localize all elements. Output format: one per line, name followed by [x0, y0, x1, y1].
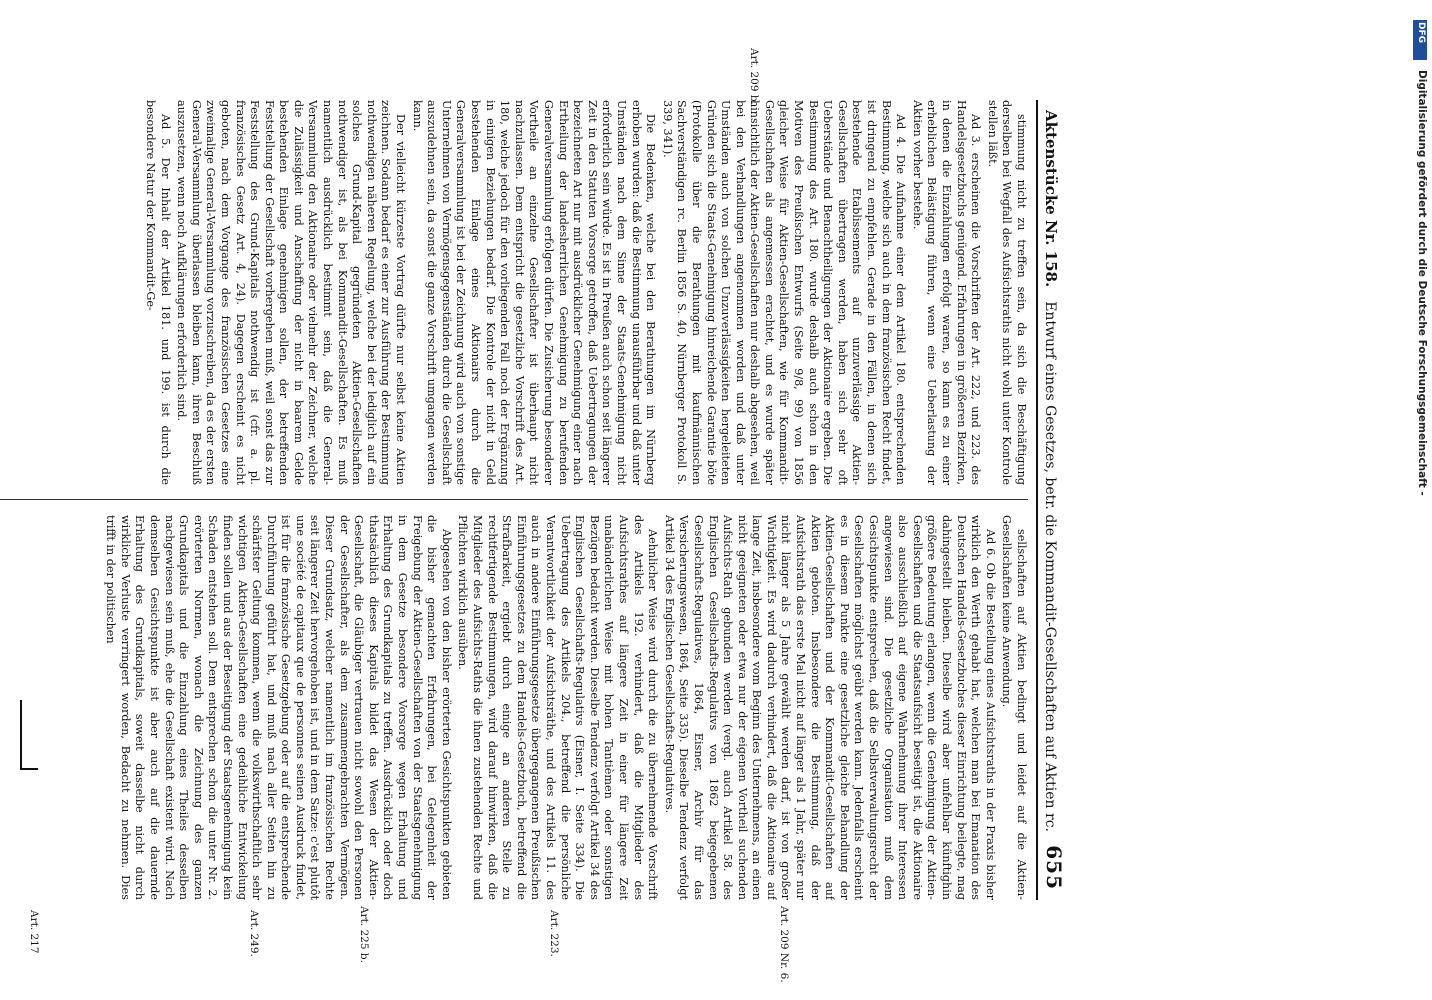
margin-note: Art. 209 b. [748, 48, 760, 105]
page-number: 655 [1042, 845, 1066, 890]
text-column-right [0, 515, 1028, 900]
column-separator [0, 499, 1028, 500]
paragraph: Aehnlicher Weise wird durch die zu übernehmende Vorschrift des Artikels 192. verhindert, daß die Mitglieder des Aufsichtsrathes auf längere Zeit in einer für längere Zeit unabänderlichen Weise mit hohen Tantièmen oder sonstigen Bezügen bedacht werden. Dieselbe Tendenz verfolgt Artikel 34 des Englischen Gesellschafts-Regulativs (Eisner, I. Seite 334). Die Uebertragung des Artikels 204., betreffend die persönliche Verantwortlichkeit der Aufsichtsräthe, und des Artikels 11. des auch in andere Einführungsgesetze übergegangenen Preußischen Einführungsgesetzes zu dem Handels-Gesetzbuch, betreffend die Strafbarkeit, ergiebt durch einige an anderen Stelle zu rechtfertigende Bestimmungen, wird darauf hinwirken, daß die Mitglieder des Aufsichts-Raths die ihnen zustehenden Rechte und Pflichten wirklich ausüben. [456, 515, 660, 900]
paragraph: Ad 4. Die Aufnahme einer dem Artikel 180. entsprechenden Bestimmung, welche sich auch in dem französischen Recht findet, ist dringend zu empfehlen. Gerade in den Fällen, in denen sich bestehende Etablissements auf unzuverlässige Aktien-Gesellschaften übertragen werden, haben sich sehr oft Ueberstände und Benachtheiligungen der Aktionaire ergeben. Die Bestimmung des Art. 180. wurde deshalb auch schon in den Motiven des Preußischen Entwurfs (Seite 9/8, 99) von 1856 gleicher Weise für Aktien-Gesellschaften, wie für Kommandit-Gesellschaften als angemessen erachtet, und es wurde später hinsichtlich der Aktien-Gesellschaften nur deshalb abgesehen, weil bei den Verhandlungen angenommen worden und daß unter Umständen auch von solchen Unzuverlässigkeiten hergeleiteten Gründen sich die Staats-Genehmigung hinreichende Garantie böte (Protokolle über die Berathungen mit kaufmännischen Sachverständigen rc. Berlin 1856 S. 40, Nürnberger Protokoll S. 339, 341). [660, 100, 908, 485]
header-title: Entwurf eines Gesetzes, betr. die Kommandit-Gesellschaften auf Aktien rc. [1042, 301, 1058, 832]
binding-mark-tick [20, 768, 38, 770]
margin-note: Art. 217 [28, 910, 40, 954]
paragraph: Ad 3. erscheinen die Vorschriften der Art. 222, und 223. des Handelsgesetzbuchs genügend. Erfahrungen in größeren Bezirken, in denen die Einzahlungen erfolgt waren, so kann es zu einer erheblichen Belästigung führen, wenn eine Ueberlastung der Aktien vorher bestehe. [910, 100, 983, 485]
margin-note: Art. 209 Nr. 6. [778, 906, 790, 983]
printed-page [0, 40, 1090, 983]
paragraph: stimmung nicht zu treffen sein, da sich die Beschäftigung derselben bei Wegfall des Aufsichtsraths nicht wohl unter Kontrole stellen läßt. [985, 100, 1028, 485]
paragraph: Der vielleicht kürzeste Vortrag dürfte nur selbst keine Aktien zeichnen. Sodann bedarf es einer zur Ausführung der Bestimmung nothwendigen näheren Regelung, welche bei der lediglich auf ein solches Grund-Kapital gegründeten Aktien-Gesellschaften nothwendiger ist, als bei Kommandit-Gesellschaften. Es muß namentlich ausdrücklich bestimmt sein, daß die General-Versammlung den Aktionaire oder vielmehr der Zeichner, welche die Zulässigkeit und Anschaffung der nicht in baarem Gelde bestehenden Einlage genehmigen sollen, der betreffenden Feststellung der Gesellschaft vorhergehen muß, weil sonst das zur Feststellung des Grund-Kapitals nothwendig ist (cfr. a. pl. französisches Gesetz Art. 4, 24). Dagegen erscheint es nicht geboten, nach dem Vorgange des französischen Gesetzes eine zweimalige General-Versammlung vorzuschreiben, da es der ersten General-Versammlung überlassen bleiben kann, ihren Beschluß auszusetzen, wenn noch Aufklärungen erforderlich sind. [175, 100, 408, 485]
paragraph: Die Bedenken, welche bei den Berathungen im Nürnberg erhoben wurden: daß die Bestimmung unausführbar und daß unter Umständen nach dem Sinne der Staats-Genehmigung nicht erforderlich sein würde. Es ist in Preußen auch schon seit längerer Zeit in den Statuten Vorsorge getroffen, daß Uebertragungen der bezeichneten Art nur mit ausdrücklicher Genehmigung einer nach Ertheilung der landesherrlichen Genehmigung zu berufenden Generalversammlung erfolgen dürfen. Die Zusicherung besonderer Vortheile an einzelne Gesellschafter ist überhaupt nicht nachzulassen. Dem entspricht die gesetzliche Vorschrift des Art. 180, welche jedoch für den vorliegenden Fall noch der Ergänzung in einigen Beziehungen bedarf. Die Kontrole der nicht in Geld bestehenden Einlage eines Aktionairs durch die Generalversammlung ist bei der Zeichnung wird auch von sonstige Unternehmen von Vermögensgegenständen durch die Gesellschaft auszudehnen sein, da sonst die ganze Vorschrift umgangen werden kann. [410, 100, 658, 485]
paragraph: Ad 5. Der Inhalt der Artikel 181. und 199. ist durch die besondere Natur der Kommandit-Ge- [143, 100, 172, 485]
margin-note: Art. 225 b. [358, 906, 370, 963]
text-column-left [0, 100, 1028, 485]
paragraph: Ad 6. Ob die Bestellung eines Aufsichtsraths in der Praxis bisher wirklich den Werth gehabt hat, welchen man bei Emanation des Deutschen Handels-Gesetzbuches dieser Einrichtung beilegte, mag dahingestellt bleiben. Dieselbe wird aber unfehlbar künftighin größere Bedeutung erlangen, wenn die Genehmigung der Aktien-Gesellschaften und die Staatsaufsicht beseitigt ist, die Aktionaire also ausschließlich auf eigene Wahrnehmung ihrer Interessen angewiesen sind. Die gesetzliche Organisation muß dem Gesichtspunkte entsprechen, daß die Selbstverwaltungsrecht der Gesellschaften möglichst geübt werden kann. Jedenfalls erscheint es in diesem Punkte eine gesetzliche gleiche Behandlung der Aktien-Gesellschaften und der Kommandit-Gesellschaften auf Aktien geboten. Insbesondere die Bestimmung, daß der Aufsichtsrath das erste Mal nicht auf länger als 1 Jahr, später nur nicht länger als 5 Jahre gewählt werden darf, ist von großer Wichtigkeit. Es wird dadurch verhindert, daß die Aktionaire auf lange Zeit, insbesondere vom Beginn des Unternehmens, an einen nicht geeigneten oder etwa nur der eigenen Vortheil suchenden Aufsichts-Rath gebunden werden (vergl. auch Artikel 58. des Englischen Gesellschafts-Regulativs von 1862 beigegebenen Gesellschafts-Regulatives, 1864, Eisner, Archiv für das Versicherungswesen, 1864, Seite 335). Dieselbe Tendenz verfolgt Artikel 34 des Englischen Gesellschafts-Regulatives. [662, 515, 997, 900]
margin-note: Art. 249. [248, 910, 260, 957]
margin-note: Art. 223. [548, 910, 560, 957]
header-rule [1036, 100, 1038, 900]
digitization-credit: Digitalisierung gefördert durch die Deutsche Forschungsgemeinschaft - [1416, 70, 1428, 496]
header-document-number: Aktenstücke Nr. 158. [1042, 110, 1060, 288]
binding-mark [20, 700, 22, 770]
running-header [1042, 110, 1082, 890]
paragraph: sellschaften auf Aktien bedingt und leidet auf die Aktien-Gesellschaften keine Anwendung. [1000, 515, 1028, 900]
dfg-logo: DFG [1413, 20, 1427, 60]
paragraph: Abgesehen von den bisher erörterten Gesichtspunkten gebieten die bisher gemachten Erfahrungen, bei Gelegenheit der Freigebung der Aktien-Gesellschaften von der Staatsgenehmigung in dem Gesetze besondere Vorsorge wegen Erhaltung und Erhaltung des Grundkapitals zu treffen. Ausdrücklich oder doch thatsächlich dieses Kapitals bildet das Wesen der Aktien-Gesellschaft, die Gläubiger vertrauen nicht sowohl den Personen der Gesellschafter, als dem zusammengebrachten Vermögen. Dieser Grundsatz, welcher namentlich im französischen Rechte seit längerer Zeit hervorgehoben ist, und in dem Satze: c'est plutôt une société de capitaux que de personnes seinen Ausdruck findet, ist für die französische Gesetzgebung oder auf die entsprechende Durchführung geführt hat, und muß nach aller Seiten hin zu schärfster Geltung kommen, wenn die volkswirthschaftlich sehr wichtigen Aktien-Gesellschaften eine gedeihliche Entwickelung finden sollen und aus der Beseitigung der Staatsgenehmigung kein Schaden entstehen soll. Dem entsprechen schon die unter Nr. 2. erörterten Normen, wonach die Zeichnung des ganzen Grundkapitals und die Einzahlung eines Theiles desselben nachgewiesen sein muß, ehe die Gesellschaft existent wird. Nach demselben Gesichtspunkte ist aber auch auf die dauernde Erhaltung des Grundkapitals, soweit dasselbe nicht durch wirkliche Verluste verringert worden, Bedacht zu nehmen. Dies trifft in der politischen [104, 515, 453, 900]
